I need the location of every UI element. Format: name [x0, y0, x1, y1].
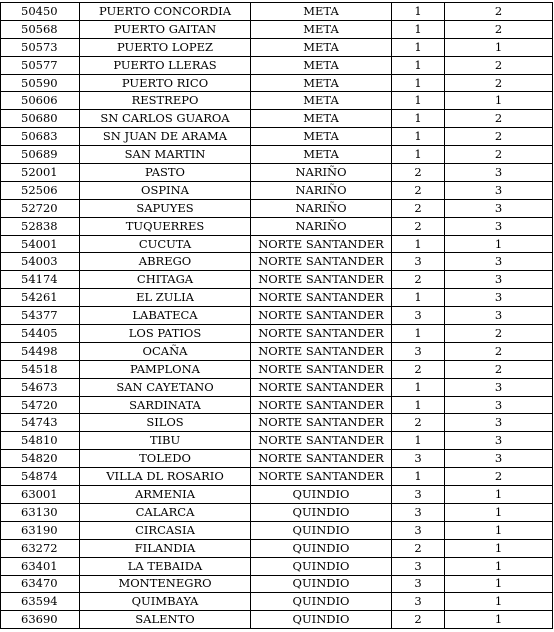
cell-department: QUINDIO: [251, 575, 392, 593]
cell-department: NORTE SANTANDER: [251, 396, 392, 414]
table-row: [1, 450, 553, 468]
cell-value-b: 1: [445, 557, 553, 575]
cell-code: 54820: [1, 450, 80, 468]
cell-value-a: 2: [392, 360, 445, 378]
cell-municipality: EL ZULIA: [80, 289, 251, 307]
cell-value-b: 3: [445, 307, 553, 325]
cell-code: 52720: [1, 199, 80, 217]
cell-municipality: LA TEBAIDA: [80, 557, 251, 575]
cell-municipality: VILLA DL ROSARIO: [80, 468, 251, 486]
cell-municipality: PUERTO CONCORDIA: [80, 3, 251, 21]
cell-value-a: 1: [392, 128, 445, 146]
cell-municipality: FILANDIA: [80, 539, 251, 557]
cell-code: 54261: [1, 289, 80, 307]
cell-code: 54174: [1, 271, 80, 289]
cell-department: META: [251, 92, 392, 110]
cell-municipality: CHITAGA: [80, 271, 251, 289]
cell-value-a: 2: [392, 181, 445, 199]
cell-department: QUINDIO: [251, 486, 392, 504]
cell-value-a: 3: [392, 503, 445, 521]
cell-value-b: 1: [445, 38, 553, 56]
cell-code: 50606: [1, 92, 80, 110]
table-body: [1, 3, 553, 629]
cell-department: NORTE SANTANDER: [251, 271, 392, 289]
table-row: [1, 128, 553, 146]
cell-value-a: 2: [392, 611, 445, 629]
cell-value-b: 3: [445, 378, 553, 396]
cell-value-a: 1: [392, 325, 445, 343]
cell-municipality: ARMENIA: [80, 486, 251, 504]
cell-municipality: LOS PATIOS: [80, 325, 251, 343]
cell-code: 63690: [1, 611, 80, 629]
cell-department: NARIÑO: [251, 181, 392, 199]
cell-municipality: CIRCASIA: [80, 521, 251, 539]
cell-code: 54673: [1, 378, 80, 396]
table-row: [1, 271, 553, 289]
cell-value-b: 1: [445, 593, 553, 611]
cell-value-a: 1: [392, 56, 445, 74]
table-row: [1, 342, 553, 360]
cell-value-b: 2: [445, 20, 553, 38]
cell-municipality: SALENTO: [80, 611, 251, 629]
cell-value-a: 1: [392, 110, 445, 128]
table-row: [1, 235, 553, 253]
cell-value-a: 1: [392, 20, 445, 38]
cell-department: QUINDIO: [251, 557, 392, 575]
cell-department: QUINDIO: [251, 593, 392, 611]
cell-value-a: 3: [392, 253, 445, 271]
cell-value-b: 2: [445, 146, 553, 164]
cell-value-b: 3: [445, 432, 553, 450]
table-row: [1, 503, 553, 521]
cell-value-a: 2: [392, 164, 445, 182]
cell-department: NORTE SANTANDER: [251, 307, 392, 325]
cell-value-a: 3: [392, 450, 445, 468]
cell-value-a: 1: [392, 235, 445, 253]
cell-value-a: 2: [392, 414, 445, 432]
cell-department: NORTE SANTANDER: [251, 289, 392, 307]
table-row: [1, 217, 553, 235]
cell-value-b: 3: [445, 396, 553, 414]
table-row: [1, 360, 553, 378]
cell-code: 50689: [1, 146, 80, 164]
cell-code: 54874: [1, 468, 80, 486]
cell-code: 50683: [1, 128, 80, 146]
cell-code: 54720: [1, 396, 80, 414]
cell-code: 52838: [1, 217, 80, 235]
cell-value-a: 1: [392, 396, 445, 414]
table-row: [1, 468, 553, 486]
cell-municipality: PUERTO LLERAS: [80, 56, 251, 74]
cell-municipality: PUERTO GAITAN: [80, 20, 251, 38]
cell-code: 63272: [1, 539, 80, 557]
cell-value-a: 1: [392, 468, 445, 486]
cell-value-a: 2: [392, 539, 445, 557]
municipality-table: [0, 2, 553, 629]
cell-municipality: OSPINA: [80, 181, 251, 199]
cell-value-a: 2: [392, 271, 445, 289]
table-row: [1, 593, 553, 611]
cell-department: META: [251, 3, 392, 21]
table-row: [1, 378, 553, 396]
cell-department: NORTE SANTANDER: [251, 414, 392, 432]
cell-municipality: TIBU: [80, 432, 251, 450]
cell-department: NARIÑO: [251, 164, 392, 182]
cell-municipality: PASTO: [80, 164, 251, 182]
cell-department: NORTE SANTANDER: [251, 360, 392, 378]
cell-value-a: 1: [392, 432, 445, 450]
cell-value-b: 2: [445, 342, 553, 360]
cell-department: QUINDIO: [251, 539, 392, 557]
cell-municipality: PAMPLONA: [80, 360, 251, 378]
cell-code: 63001: [1, 486, 80, 504]
cell-municipality: PUERTO LOPEZ: [80, 38, 251, 56]
cell-municipality: SAN CAYETANO: [80, 378, 251, 396]
cell-department: QUINDIO: [251, 611, 392, 629]
table-row: [1, 521, 553, 539]
cell-code: 54743: [1, 414, 80, 432]
table-row: [1, 432, 553, 450]
cell-value-a: 1: [392, 3, 445, 21]
cell-municipality: MONTENEGRO: [80, 575, 251, 593]
cell-municipality: QUIMBAYA: [80, 593, 251, 611]
cell-department: META: [251, 38, 392, 56]
cell-municipality: SN CARLOS GUAROA: [80, 110, 251, 128]
cell-code: 63401: [1, 557, 80, 575]
cell-value-b: 1: [445, 503, 553, 521]
cell-municipality: SAPUYES: [80, 199, 251, 217]
cell-value-b: 2: [445, 468, 553, 486]
cell-department: NARIÑO: [251, 217, 392, 235]
cell-value-a: 1: [392, 378, 445, 396]
cell-value-a: 3: [392, 342, 445, 360]
cell-municipality: OCAÑA: [80, 342, 251, 360]
table-row: [1, 289, 553, 307]
table-row: [1, 38, 553, 56]
cell-value-a: 1: [392, 146, 445, 164]
cell-value-b: 1: [445, 235, 553, 253]
cell-value-b: 3: [445, 164, 553, 182]
cell-department: QUINDIO: [251, 503, 392, 521]
cell-value-b: 2: [445, 74, 553, 92]
cell-municipality: RESTREPO: [80, 92, 251, 110]
cell-value-b: 2: [445, 110, 553, 128]
table-row: [1, 486, 553, 504]
cell-value-b: 1: [445, 575, 553, 593]
table-row: [1, 307, 553, 325]
cell-value-b: 3: [445, 450, 553, 468]
table-row: [1, 146, 553, 164]
cell-department: QUINDIO: [251, 521, 392, 539]
table-row: [1, 575, 553, 593]
table-row: [1, 557, 553, 575]
cell-department: NORTE SANTANDER: [251, 468, 392, 486]
cell-value-a: 2: [392, 199, 445, 217]
cell-value-a: 3: [392, 593, 445, 611]
cell-code: 50577: [1, 56, 80, 74]
cell-value-b: 1: [445, 486, 553, 504]
cell-value-b: 3: [445, 199, 553, 217]
cell-value-b: 2: [445, 3, 553, 21]
cell-value-a: 1: [392, 38, 445, 56]
table-row: [1, 110, 553, 128]
cell-municipality: TOLEDO: [80, 450, 251, 468]
cell-municipality: LABATECA: [80, 307, 251, 325]
cell-code: 54377: [1, 307, 80, 325]
cell-value-a: 3: [392, 521, 445, 539]
table-row: [1, 199, 553, 217]
cell-department: NORTE SANTANDER: [251, 432, 392, 450]
cell-value-b: 3: [445, 217, 553, 235]
cell-municipality: PUERTO RICO: [80, 74, 251, 92]
cell-department: META: [251, 110, 392, 128]
cell-value-a: 3: [392, 575, 445, 593]
cell-value-b: 3: [445, 181, 553, 199]
cell-code: 54003: [1, 253, 80, 271]
cell-value-b: 3: [445, 271, 553, 289]
cell-code: 54001: [1, 235, 80, 253]
cell-value-a: 1: [392, 74, 445, 92]
cell-value-b: 1: [445, 521, 553, 539]
cell-department: NORTE SANTANDER: [251, 450, 392, 468]
cell-code: 54518: [1, 360, 80, 378]
cell-code: 50590: [1, 74, 80, 92]
cell-value-b: 2: [445, 128, 553, 146]
cell-department: NORTE SANTANDER: [251, 342, 392, 360]
cell-department: NORTE SANTANDER: [251, 325, 392, 343]
cell-municipality: SARDINATA: [80, 396, 251, 414]
cell-value-a: 3: [392, 307, 445, 325]
cell-code: 63190: [1, 521, 80, 539]
cell-value-b: 2: [445, 360, 553, 378]
cell-code: 54405: [1, 325, 80, 343]
cell-value-b: 1: [445, 92, 553, 110]
cell-department: NORTE SANTANDER: [251, 253, 392, 271]
cell-municipality: SILOS: [80, 414, 251, 432]
cell-municipality: TUQUERRES: [80, 217, 251, 235]
cell-value-b: 3: [445, 414, 553, 432]
cell-code: 54498: [1, 342, 80, 360]
cell-value-b: 2: [445, 56, 553, 74]
cell-municipality: CALARCA: [80, 503, 251, 521]
cell-code: 63470: [1, 575, 80, 593]
cell-department: NORTE SANTANDER: [251, 235, 392, 253]
table-row: [1, 539, 553, 557]
cell-value-a: 3: [392, 557, 445, 575]
table-row: [1, 325, 553, 343]
table-row: [1, 611, 553, 629]
table-row: [1, 56, 553, 74]
table-row: [1, 20, 553, 38]
cell-code: 54810: [1, 432, 80, 450]
table-row: [1, 3, 553, 21]
cell-municipality: ABREGO: [80, 253, 251, 271]
cell-value-b: 1: [445, 539, 553, 557]
cell-municipality: SN JUAN DE ARAMA: [80, 128, 251, 146]
table-row: [1, 92, 553, 110]
cell-department: NORTE SANTANDER: [251, 378, 392, 396]
table-row: [1, 164, 553, 182]
cell-municipality: SAN MARTIN: [80, 146, 251, 164]
cell-code: 50680: [1, 110, 80, 128]
table-row: [1, 181, 553, 199]
cell-municipality: CUCUTA: [80, 235, 251, 253]
table-row: [1, 414, 553, 432]
cell-department: META: [251, 20, 392, 38]
cell-department: META: [251, 56, 392, 74]
cell-code: 50568: [1, 20, 80, 38]
table-row: [1, 253, 553, 271]
cell-value-a: 3: [392, 486, 445, 504]
table-row: [1, 396, 553, 414]
cell-code: 52001: [1, 164, 80, 182]
cell-department: NARIÑO: [251, 199, 392, 217]
table-row: [1, 74, 553, 92]
cell-code: 50573: [1, 38, 80, 56]
cell-value-b: 2: [445, 325, 553, 343]
cell-value-a: 1: [392, 92, 445, 110]
cell-code: 52506: [1, 181, 80, 199]
cell-value-a: 1: [392, 289, 445, 307]
cell-code: 63130: [1, 503, 80, 521]
cell-value-b: 3: [445, 289, 553, 307]
cell-department: META: [251, 128, 392, 146]
cell-value-a: 2: [392, 217, 445, 235]
cell-department: META: [251, 74, 392, 92]
cell-department: META: [251, 146, 392, 164]
cell-value-b: 1: [445, 611, 553, 629]
cell-code: 63594: [1, 593, 80, 611]
cell-code: 50450: [1, 3, 80, 21]
cell-value-b: 3: [445, 253, 553, 271]
